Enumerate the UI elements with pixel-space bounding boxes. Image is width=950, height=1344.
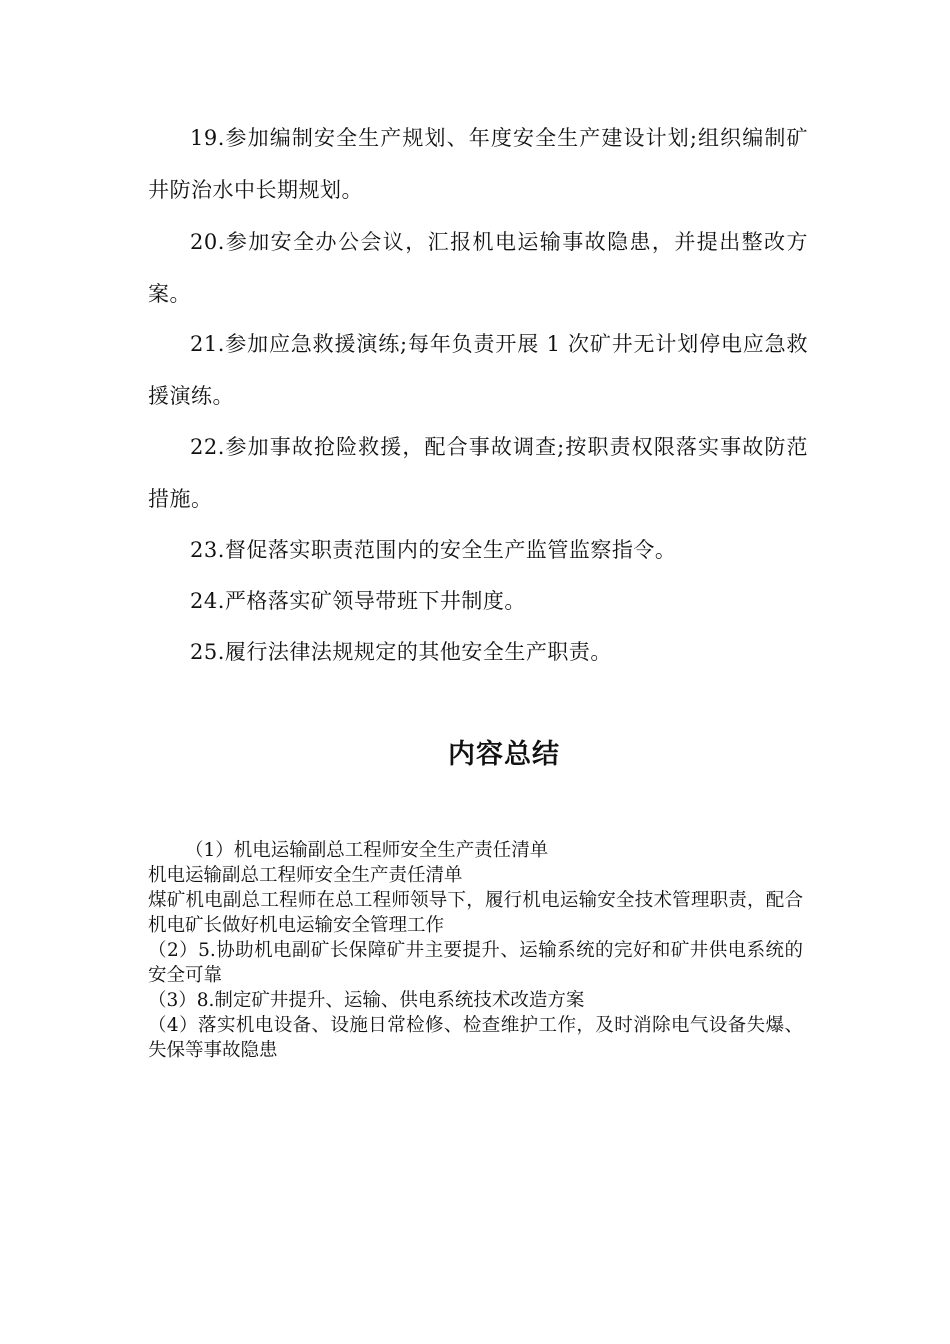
clause-24: 24.严格落实矿领导带班下井制度。: [190, 589, 526, 613]
summary-block: [148, 838, 803, 1063]
clause-20: 20.参加安全办公会议，汇报机电运输事故隐患，并提出整改方案。: [148, 230, 808, 306]
summary-line: 煤矿机电副总工程师在总工程师领导下，履行机电运输安全技术管理职责，配合机电矿长做好机电运输安全管理工作: [148, 890, 803, 936]
clause-25: 25.履行法律法规规定的其他安全生产职责。: [190, 640, 612, 664]
clause-23: 23.督促落实职责范围内的安全生产监管监察指令。: [190, 538, 677, 562]
summary-line: （2）5.协助机电副矿长保障矿井主要提升、运输系统的完好和矿井供电系统的安全可靠: [148, 940, 803, 986]
summary-line: 机电运输副总工程师安全生产责任清单: [148, 865, 463, 886]
clause-22: 22.参加事故抢险救援，配合事故调查;按职责权限落实事故防范措施。: [148, 435, 808, 511]
clause-19: 19.参加编制安全生产规划、年度安全生产建设计划;组织编制矿井防治水中长期规划。: [148, 126, 808, 202]
summary-line: （3）8.制定矿井提升、运输、供电系统技术改造方案: [148, 990, 585, 1011]
summary-title: 内容总结: [448, 739, 560, 770]
clause-21: 21.参加应急救援演练;每年负责开展 1 次矿井无计划停电应急救援演练。: [148, 332, 808, 408]
summary-line: （4）落实机电设备、设施日常检修、检查维护工作，及时消除电气设备失爆、失保等事故隐患: [148, 1015, 803, 1061]
summary-line: （1）机电运输副总工程师安全生产责任清单: [185, 840, 549, 861]
